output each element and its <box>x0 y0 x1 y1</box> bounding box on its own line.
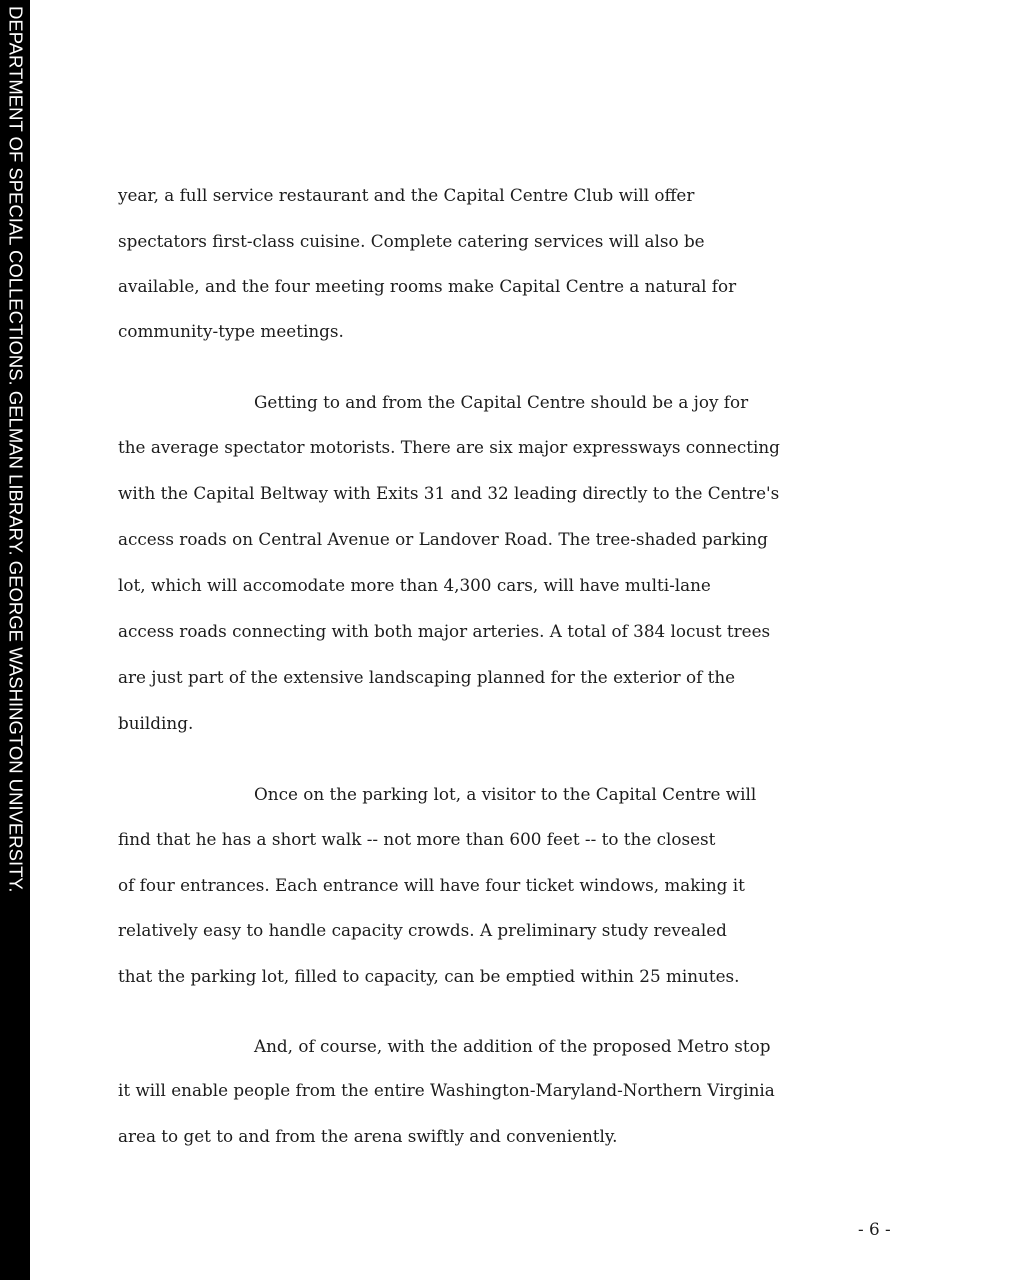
text-line: Once on the parking lot, a visitor to the Capital Centre will <box>254 784 757 804</box>
text-line: access roads on Central Avenue or Landover Road. The tree-shaded parking <box>118 529 768 549</box>
text-line: that the parking lot, filled to capacity, can be emptied within 25 minutes. <box>118 966 740 986</box>
text-line: area to get to and from the arena swiftly and conveniently. <box>118 1126 618 1146</box>
text-line: building. <box>118 713 194 733</box>
text-line: find that he has a short walk -- not more than 600 feet -- to the closest <box>118 829 716 849</box>
text-line: are just part of the extensive landscaping planned for the exterior of the <box>118 667 736 687</box>
text-line: community-type meetings. <box>118 321 344 341</box>
page-number: - 6 - <box>858 1219 891 1239</box>
text-line: the average spectator motorists. There are six major expressways connecting <box>118 437 780 457</box>
text-line: lot, which will accomodate more than 4,300 cars, will have multi-lane <box>118 575 711 595</box>
text-line: access roads connecting with both major arteries. A total of 384 locust trees <box>118 621 771 641</box>
text-line: Getting to and from the Capital Centre should be a joy for <box>254 392 749 412</box>
archive-stamp: DEPARTMENT OF SPECIAL COLLECTIONS. GELMAN LIBRARY. GEORGE WASHINGTON UNIVERSITY. <box>5 6 27 893</box>
text-line: year, a full service restaurant and the Capital Centre Club will offer <box>118 185 695 205</box>
text-line: with the Capital Beltway with Exits 31 and 32 leading directly to the Centre's <box>118 483 780 503</box>
text-line: spectators first-class cuisine. Complete catering services will also be <box>118 231 705 251</box>
text-line: available, and the four meeting rooms make Capital Centre a natural for <box>118 276 737 296</box>
text-line: And, of course, with the addition of the proposed Metro stop <box>254 1036 771 1056</box>
text-line: of four entrances. Each entrance will have four ticket windows, making it <box>118 875 745 895</box>
text-line: it will enable people from the entire Washington-Maryland-Northern Virginia <box>118 1080 775 1100</box>
archive-sidebar <box>0 0 30 1280</box>
text-line: relatively easy to handle capacity crowds. A preliminary study revealed <box>118 920 727 940</box>
